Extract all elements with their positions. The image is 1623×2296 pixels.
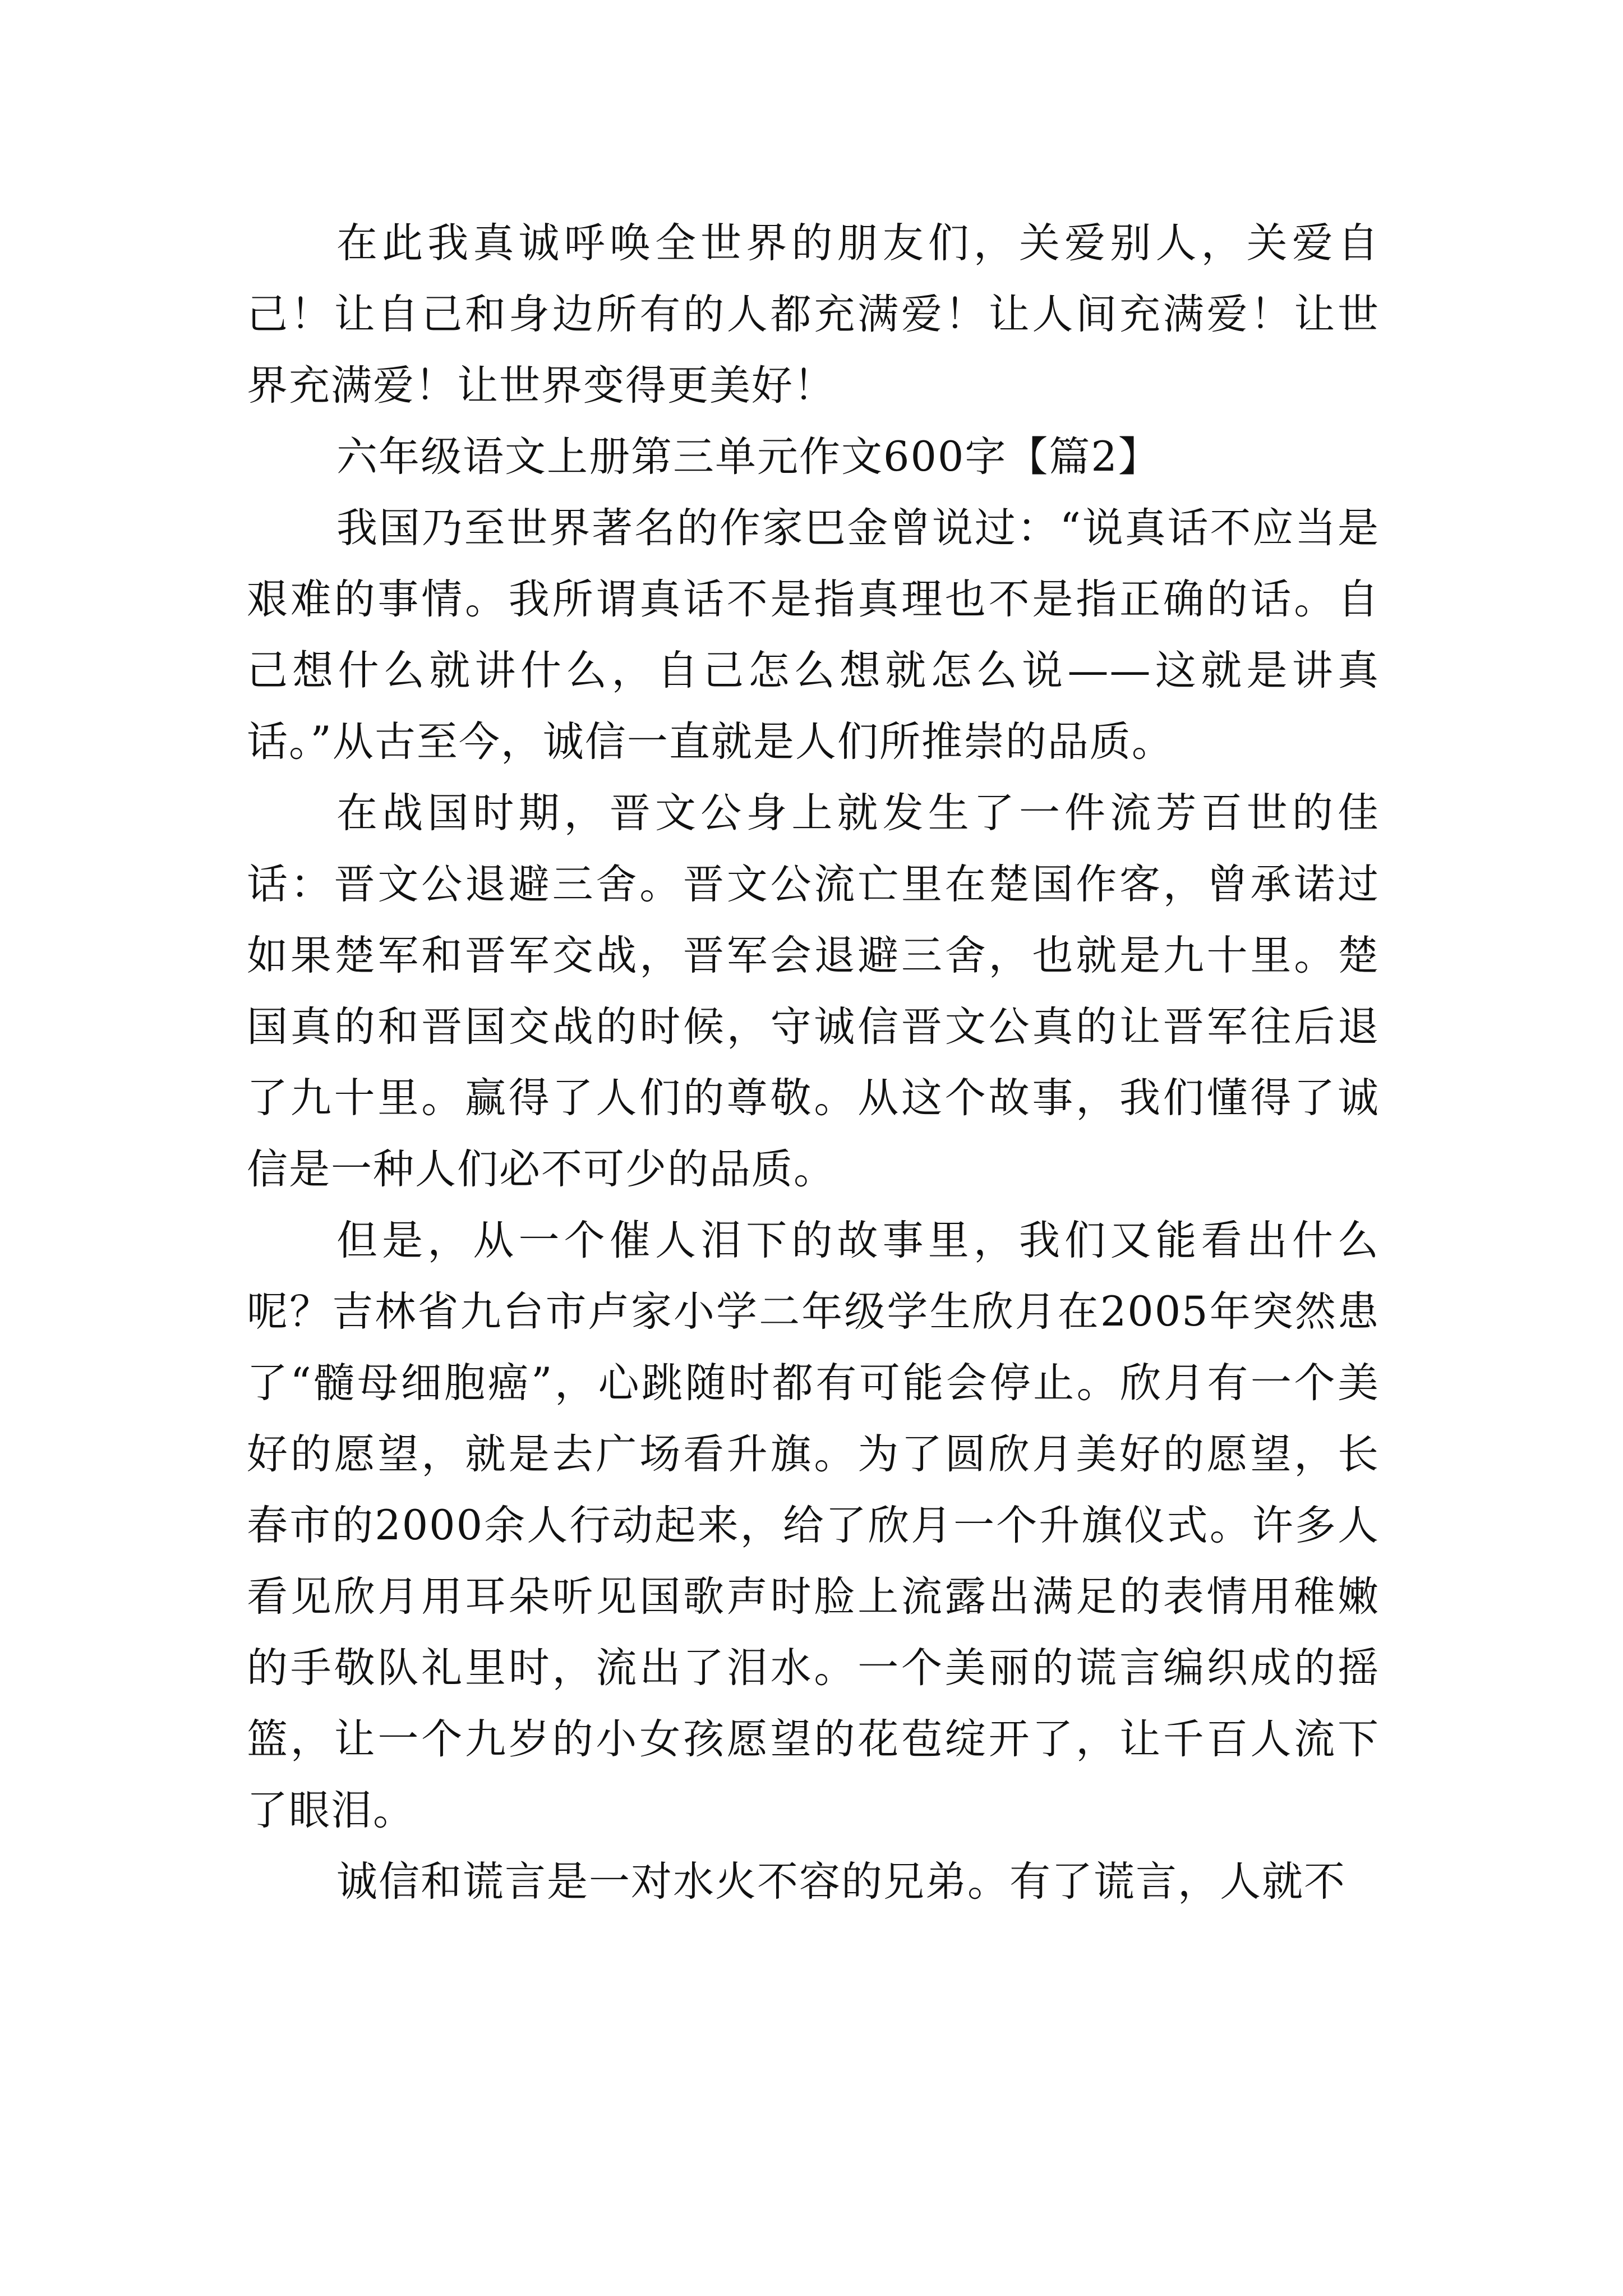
paragraph-honesty-and-lies: 诚信和谎言是一对水火不容的兄弟。有了谎言，人就不 <box>336 1858 1346 1906</box>
paragraph-jin-wengong: 在战国时期，晋文公身上就发生了一件流芳百世的佳话：晋文公退避三舍。晋文公流亡里在楚国作客，曾承诺过如果楚军和晋军交战，晋军会退避三舍，也就是九十里。楚国真的和晋国交战的时候，守诚信晋文公真的让晋军往后退了九十里。赢得了人们的尊敬。从这个故事，我们懂得了诚信是一种人们必不可少的品质。 <box>247 789 1380 1193</box>
paragraph-bajin-quote: 我国乃至世界著名的作家巴金曾说过：“说真话不应当是艰难的事情。我所谓真话不是指真理也不是指正确的话。自己想什么就讲什么，自己怎么想就怎么说——这就是讲真话。”从古至今，诚信一直就是人们所推崇的品质。 <box>247 504 1380 766</box>
essay-heading: 六年级语文上册第三单元作文600字【篇2】 <box>336 433 1160 481</box>
document-body <box>247 208 1380 1917</box>
paragraph-closing-appeal: 在此我真诚呼唤全世界的朋友们，关爱别人，关爱自己！让自己和身边所有的人都充满爱！让人间充满爱！让世界充满爱！让世界变得更美好！ <box>247 219 1380 409</box>
paragraph-xinyue-story: 但是，从一个催人泪下的故事里，我们又能看出什么呢？吉林省九台市卢家小学二年级学生欣月在2005年突然患了“髓母细胞癌”，心跳随时都有可能会停止。欣月有一个美好的愿望，就是去广场看升旗。为了圆欣月美好的愿望，长春市的2000余人行动起来，给了欣月一个升旗仪式。许多人看见欣月用耳朵听见国歌声时脸上流露出满足的表情用稚嫩的手敬队礼里时，流出了泪水。一个美丽的谎言编织成的摇篮，让一个九岁的小女孩愿望的花苞绽开了，让千百人流下了眼泪。 <box>247 1217 1380 1834</box>
